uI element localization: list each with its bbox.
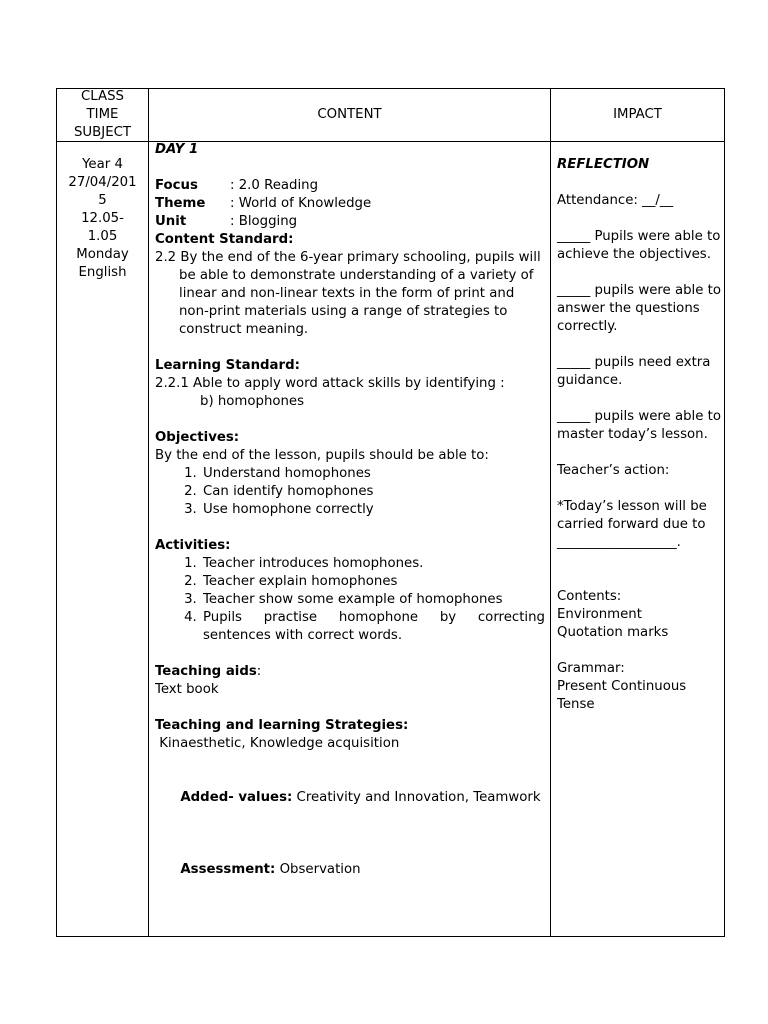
grammar-label: Grammar:	[557, 661, 625, 676]
column-divider-1	[148, 89, 149, 936]
class-time-line2: 1.05	[87, 229, 118, 244]
activity-item: 2. Teacher explain homophones	[201, 573, 545, 591]
strategies-value: Kinaesthetic, Knowledge acquisition	[155, 736, 400, 751]
unit-row	[155, 213, 545, 231]
activity-item: 4. Pupils practise homophone by correcting sentences with correct words.	[201, 609, 545, 645]
objectives-intro: By the end of the lesson, pupils should be able to:	[155, 448, 489, 463]
contents-label: Contents:	[557, 589, 622, 604]
objective-item: 2. Can identify homophones	[201, 483, 545, 501]
activity-item: 1. Teacher introduces homophones.	[201, 555, 545, 573]
header-content-label: CONTENT	[317, 107, 382, 122]
added-values-value: Creativity and Innovation, Teamwork	[292, 790, 541, 805]
header-time: TIME	[86, 107, 119, 122]
activity-item: 3. Teacher show some example of homophones	[201, 591, 545, 609]
header-class: CLASS	[81, 89, 124, 104]
class-year: Year 4	[82, 157, 123, 172]
attendance-line: Attendance: __/__	[557, 193, 674, 208]
added-values-label: Added- values:	[180, 790, 293, 805]
assessment-row	[155, 843, 545, 897]
header-subject: SUBJECT	[73, 125, 132, 140]
objectives-label: Objectives:	[155, 430, 240, 445]
learning-standard-text: 2.2.1 Able to apply word attack skills by identifying :	[155, 376, 505, 391]
learning-standard-sub: b) homophones	[200, 394, 305, 409]
added-values-row	[155, 771, 545, 825]
unit-value: : Blogging	[230, 214, 298, 229]
focus-label: Focus	[155, 178, 198, 193]
strategies-label: Teaching and learning Strategies:	[155, 718, 409, 733]
impact-item: _____ pupils were able to answer the questions correctly.	[557, 283, 721, 334]
activities-label: Activities:	[155, 538, 231, 553]
unit-label: Unit	[155, 214, 187, 229]
activities-list	[155, 555, 545, 645]
class-time-line1: 12.05-	[81, 211, 124, 226]
objective-item: 3. Use homophone correctly	[201, 501, 545, 519]
reflection-heading: REFLECTION	[557, 157, 650, 172]
column-divider-2	[550, 89, 551, 936]
impact-item: _____ pupils need extra guidance.	[557, 355, 711, 388]
class-info	[57, 156, 148, 282]
header-impact-label: IMPACT	[613, 107, 662, 122]
lesson-plan-table	[56, 88, 725, 937]
class-date-line1: 27/04/201	[68, 175, 137, 190]
grammar-value: Present Continuous Tense	[557, 679, 687, 712]
focus-row	[155, 177, 545, 195]
day-heading: DAY 1	[155, 142, 199, 157]
class-date-line2: 5	[98, 193, 107, 208]
teaching-aids-value: Text book	[155, 682, 219, 697]
teaching-aids-row	[155, 663, 545, 681]
header-class-time-subject	[57, 89, 148, 141]
content-column	[155, 141, 545, 897]
header-impact	[551, 89, 724, 141]
impact-item: _____ Pupils were able to achieve the objectives.	[557, 229, 721, 262]
objectives-list	[155, 465, 545, 519]
class-day: Monday	[76, 247, 129, 262]
impact-column	[557, 156, 721, 714]
impact-item: _____ pupils were able to master today’s lesson.	[557, 409, 721, 442]
teaching-aids-colon: :	[256, 664, 262, 679]
content-standard-label: Content Standard:	[155, 232, 294, 247]
learning-standard-label: Learning Standard:	[155, 358, 300, 373]
header-content	[149, 89, 550, 141]
carry-forward-text: *Today’s lesson will be carried forward due to __________________.	[557, 499, 707, 550]
assessment-value: Observation	[275, 862, 361, 877]
focus-value: : 2.0 Reading	[230, 178, 319, 193]
objective-item: 1. Understand homophones	[201, 465, 545, 483]
content-standard-text: 2.2 By the end of the 6-year primary schooling, pupils will be able to demonstrate understanding of a variety of linear and non-linear texts in the form of print and non-print materials using a range of strategies to construct meaning.	[155, 250, 541, 337]
theme-row	[155, 195, 545, 213]
teaching-aids-label: Teaching aids	[155, 664, 257, 679]
contents-item: Environment	[557, 607, 642, 622]
class-subject: English	[78, 265, 127, 280]
theme-value: : World of Knowledge	[230, 196, 372, 211]
assessment-label: Assessment:	[180, 862, 276, 877]
teacher-action-label: Teacher’s action:	[557, 463, 670, 478]
contents-item: Quotation marks	[557, 625, 669, 640]
theme-label: Theme	[155, 196, 206, 211]
